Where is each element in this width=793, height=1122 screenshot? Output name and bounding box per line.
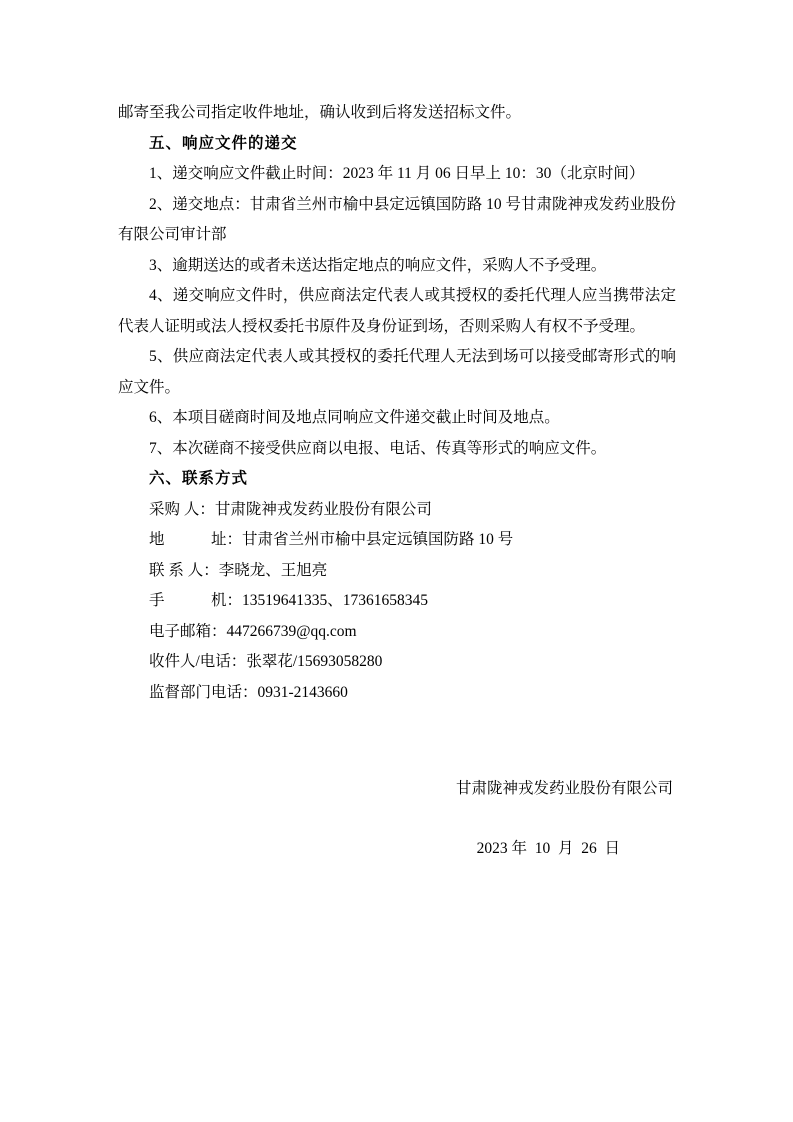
contact-entry-email — [118, 617, 676, 648]
delivery-item-3: 3、逾期送达的或者未送达指定地点的响应文件，采购人不予受理。 — [149, 256, 607, 274]
paragraph-continuation: 邮寄至我公司指定收件地址，确认收到后将发送招标文件。 — [118, 104, 522, 121]
section-heading-contact: 六、联系方式 — [149, 470, 249, 487]
contact-label: 手 机： — [149, 592, 243, 609]
section-heading-delivery: 五、响应文件的递交 — [149, 134, 298, 152]
delivery-item-2: 2、递交地点：甘肃省兰州市榆中县定远镇国防路 10 号甘肃陇神戎发药业股份有限公司审计部 — [118, 195, 677, 243]
contact-value: 张翠花/15693058280 — [246, 653, 383, 670]
contact-value: 13519641335、17361658345 — [242, 592, 429, 609]
contact-entry-recipient — [118, 647, 676, 678]
contact-value: 甘肃省兰州市榆中县定远镇国防路 10 号 — [242, 531, 514, 548]
signature-company: 甘肃陇神戎发药业股份有限公司 — [455, 780, 673, 797]
contact-label: 电子邮箱： — [149, 622, 227, 640]
contact-label: 采购 人： — [149, 500, 215, 518]
contact-entry-mobile — [118, 586, 676, 617]
contact-entry-supervision-phone — [118, 678, 676, 709]
contact-value: 甘肃陇神戎发药业股份有限公司 — [214, 500, 432, 518]
delivery-item-5: 5、供应商法定代表人或其授权的委托代理人无法到场可以接受邮寄形式的响应文件。 — [118, 348, 676, 396]
contact-entry-address — [118, 525, 676, 556]
contact-entry-purchaser — [118, 495, 676, 526]
contact-label: 地 址： — [149, 531, 243, 548]
delivery-item-6: 6、本项目磋商时间及地点同响应文件递交截止时间及地点。 — [149, 409, 560, 426]
delivery-item-7: 7、本次磋商不接受供应商以电报、电话、传真等形式的响应文件。 — [149, 439, 607, 457]
delivery-item-4: 4、递交响应文件时，供应商法定代表人或其授权的委托代理人应当携带法定代表人证明或法人授权委托书原件及身份证到场，否则采购人有权不予受理。 — [118, 287, 676, 335]
contact-label: 联 系 人： — [149, 561, 219, 579]
delivery-item-1: 1、递交响应文件截止时间：2023 年 11 月 06 日早上 10：30（北京时间） — [149, 165, 645, 182]
contact-entry-contact-person — [118, 556, 676, 587]
contact-value: 0931-2143660 — [257, 683, 348, 701]
contact-value: 李晓龙、王旭亮 — [218, 561, 328, 579]
contact-value: 447266739@qq.com — [226, 622, 357, 640]
signature-date: 2023 年 10 月 26 日 — [476, 839, 620, 857]
contact-label: 监督部门电话： — [149, 683, 258, 701]
contact-label: 收件人/电话： — [149, 653, 247, 670]
